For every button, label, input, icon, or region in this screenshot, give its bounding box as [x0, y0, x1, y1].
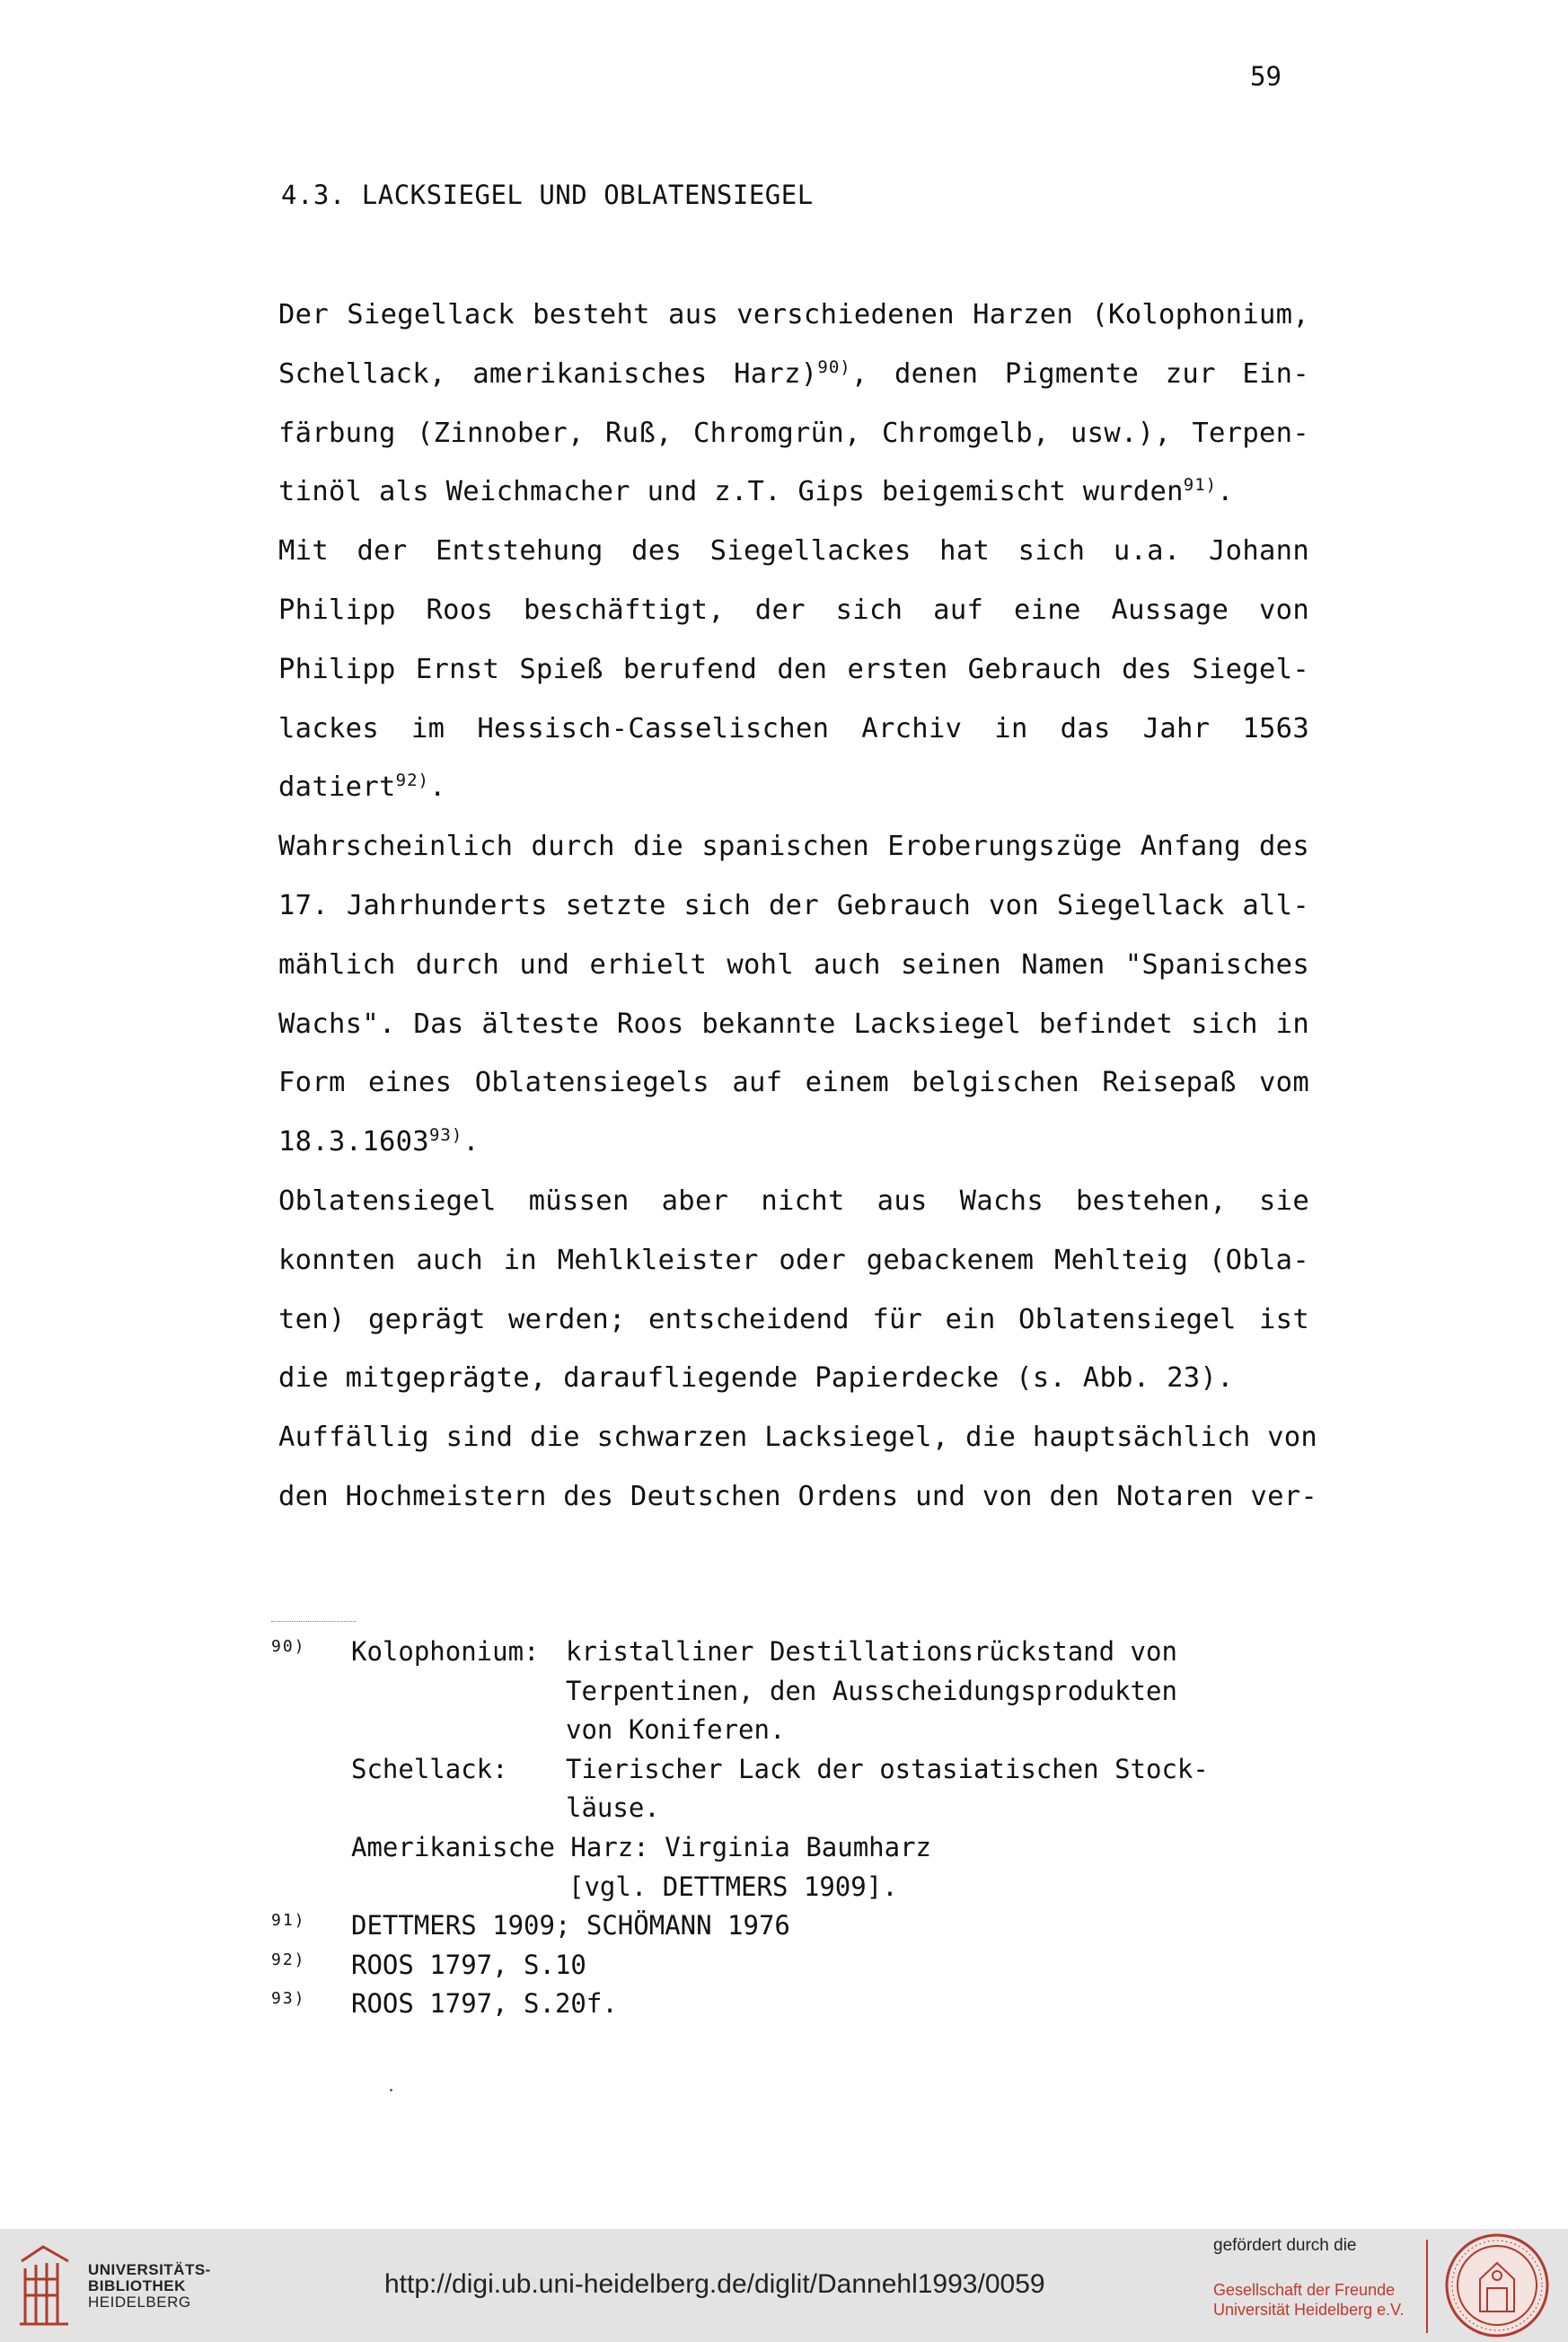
- body-line: [278, 1349, 1309, 1408]
- source-url-link[interactable]: http://digi.ub.uni-heidelberg.de/diglit/Dannehl1993/0059: [384, 2269, 1045, 2299]
- footnote-number: 90): [271, 1637, 306, 1656]
- body-line: [278, 581, 1309, 640]
- body-line: [278, 522, 1309, 581]
- body-line: [278, 936, 1309, 995]
- body-line-text: Schellack, amerikanisches Harz): [278, 357, 818, 390]
- library-name-line1: UNIVERSITÄTS-: [88, 2261, 211, 2278]
- body-line: [278, 876, 1309, 936]
- page-number: 59: [1250, 61, 1282, 92]
- body-line-text-after: .: [462, 1126, 480, 1158]
- body-line: [278, 1053, 1309, 1113]
- footnote-number: 93): [271, 1989, 306, 2009]
- society-name: [1213, 2280, 1404, 2320]
- university-seal-icon: [1444, 2232, 1550, 2338]
- body-line: [278, 345, 1309, 404]
- body-line-text: Philipp Ernst Spieß berufend den ersten Gebrauch des Siegel-: [278, 653, 1309, 685]
- footnote-term: Amerikanische Harz: Virginia Baumharz: [351, 1831, 932, 1862]
- footnote-definition: kristalliner Destillationsrückstand von: [566, 1636, 1177, 1667]
- body-line-text: Form eines Oblatensiegels auf einem belgischen Reisepaß vom: [278, 1067, 1309, 1099]
- body-line-text: mählich durch und erhielt wohl auch seinen Namen "Spanisches: [278, 948, 1309, 981]
- digitization-footer: [0, 2229, 1568, 2342]
- footnote-rule: [271, 1621, 356, 1622]
- body-line-text: konnten auch in Mehlkleister oder gebackenem Mehlteig (Obla-: [278, 1244, 1309, 1276]
- body-line-text: tinöl als Weichmacher und z.T. Gips beigemischt wurden: [278, 476, 1184, 508]
- footnote-term: Schellack:: [351, 1753, 508, 1784]
- ub-heidelberg-logo-icon: [16, 2243, 74, 2328]
- body-line: [278, 1408, 1318, 1467]
- footnote-term: Kolophonium:: [351, 1636, 540, 1667]
- body-line: [278, 1113, 1309, 1172]
- body-line: [278, 1467, 1318, 1527]
- body-line: [278, 1231, 1309, 1290]
- body-line-text: 17. Jahrhunderts setzte sich der Gebrauch von Siegellack all-: [278, 889, 1309, 921]
- body-line-text: Wachs". Das älteste Roos bekannte Lacksiegel befindet sich in: [278, 1008, 1309, 1040]
- body-line-text-after: .: [428, 771, 446, 804]
- scan-speck: [390, 2089, 392, 2091]
- body-line-text: 18.3.1603: [278, 1126, 429, 1158]
- body-line-text: die mitgeprägte, daraufliegende Papierdecke (s. Abb. 23).: [278, 1362, 1234, 1395]
- body-line: [278, 640, 1309, 700]
- library-name-line2: BIBLIOTHEK: [88, 2277, 186, 2294]
- footnote-number: 92): [271, 1950, 306, 1969]
- body-line-text: Philipp Roos beschäftigt, der sich auf eine Aussage von: [278, 594, 1309, 626]
- body-line: [278, 1290, 1309, 1350]
- footnote-number: 91): [271, 1911, 306, 1931]
- body-line: [278, 462, 1309, 522]
- footnote-reference: 90): [817, 357, 851, 377]
- footnote-definition: von Koniferen.: [566, 1714, 786, 1746]
- body-line: [278, 700, 1309, 759]
- footnote-reference: 92): [395, 770, 429, 791]
- body-line-text: ten) geprägt werden; entscheidend für ein Oblatensiegel ist: [278, 1303, 1309, 1335]
- body-text: [278, 286, 1318, 1527]
- body-line: [278, 817, 1309, 876]
- body-line: [278, 1172, 1309, 1231]
- body-line-text: Wahrscheinlich durch die spanischen Eroberungszüge Anfang des: [278, 831, 1309, 863]
- body-line-text: färbung (Zinnober, Ruß, Chromgrün, Chromgelb, usw.), Terpen-: [278, 417, 1309, 449]
- society-name-line1: Gesellschaft der Freunde: [1213, 2281, 1396, 2299]
- body-line-text: Auffällig sind die schwarzen Lacksiegel, die hauptsächlich von: [278, 1422, 1318, 1454]
- body-line-text: Der Siegellack besteht aus verschiedenen Harzen (Kolophonium,: [278, 299, 1309, 330]
- footnote-definition: [vgl. DETTMERS 1909].: [568, 1871, 898, 1902]
- footnote-reference: 93): [428, 1125, 463, 1146]
- footnote-definition: Terpentinen, den Ausscheidungsprodukten: [566, 1675, 1177, 1706]
- body-line: [278, 404, 1309, 463]
- body-line-text: Oblatensiegel müssen aber nicht aus Wachs bestehen, sie: [278, 1184, 1309, 1217]
- footer-divider: [1426, 2240, 1428, 2333]
- footnote-term: ROOS 1797, S.20f.: [351, 1988, 618, 2020]
- body-line: [278, 286, 1309, 345]
- footnote-definition: Tierischer Lack der ostasiatischen Stock-: [566, 1753, 1209, 1784]
- footnote-reference: 91): [1183, 475, 1218, 496]
- section-heading: 4.3. LACKSIEGEL UND OBLATENSIEGEL: [281, 180, 814, 210]
- body-line-text: den Hochmeistern des Deutschen Ordens und von den Notaren ver-: [278, 1480, 1318, 1512]
- body-line: [278, 758, 1309, 817]
- library-name: [88, 2262, 211, 2311]
- funded-by-label: gefördert durch die: [1213, 2236, 1357, 2255]
- body-line: [278, 995, 1309, 1054]
- body-line-text-after: .: [1217, 476, 1234, 508]
- footnote-term: DETTMERS 1909; SCHÖMANN 1976: [351, 1910, 790, 1941]
- body-line-text-after: , denen Pigmente zur Ein-: [850, 357, 1309, 390]
- footnote-term: ROOS 1797, S.10: [351, 1949, 586, 1980]
- body-line-text: Mit der Entstehung des Siegellackes hat sich u.a. Johann: [278, 535, 1309, 568]
- society-name-line2: Universität Heidelberg e.V.: [1213, 2301, 1405, 2319]
- library-name-line3: HEIDELBERG: [88, 2294, 191, 2311]
- body-line-text: lackes im Hessisch-Casselischen Archiv in das Jahr 1563: [278, 712, 1309, 744]
- body-line-text: datiert: [278, 771, 396, 804]
- footnote-definition: läuse.: [566, 1792, 660, 1824]
